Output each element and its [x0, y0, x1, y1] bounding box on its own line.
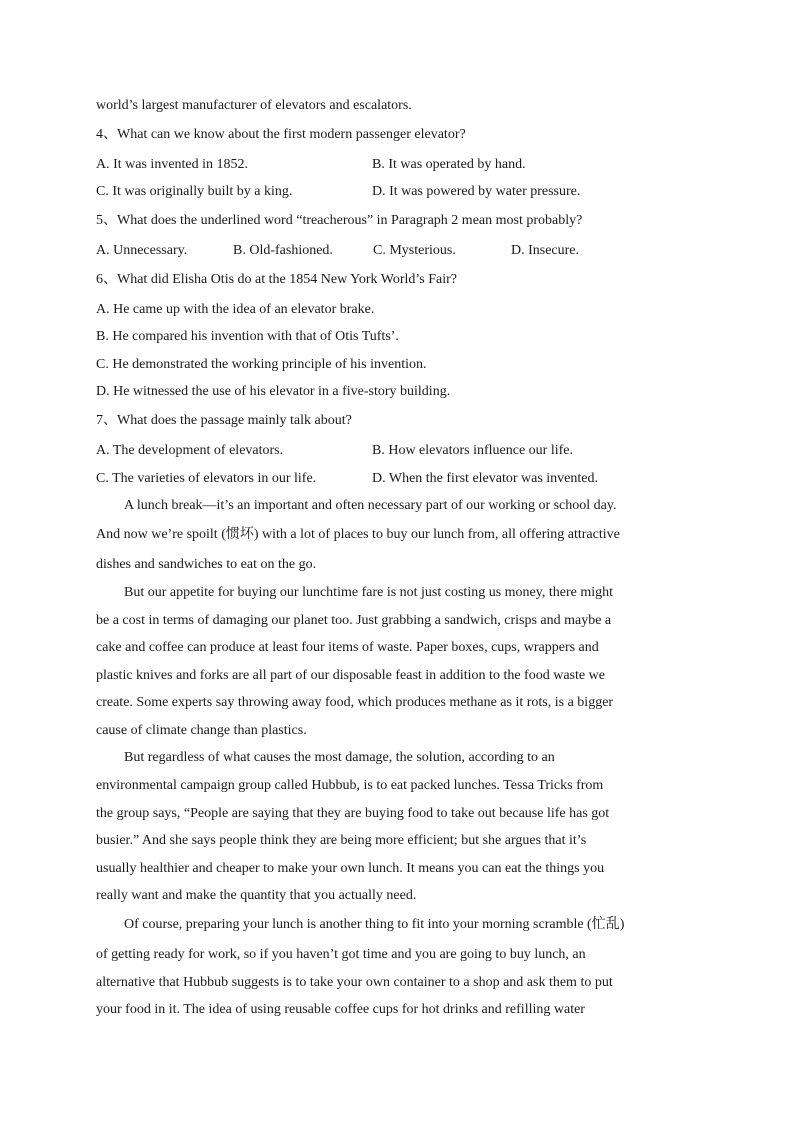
question-stem: 6、What did Elisha Otis do at the 1854 New York World’s Fair? — [96, 272, 458, 287]
option-b: B. Old-fashioned. — [233, 243, 333, 258]
paragraph-line: But regardless of what causes the most damage, the solution, according to an — [124, 750, 555, 765]
option-d: D. It was powered by water pressure. — [372, 184, 581, 199]
paragraph-line: plastic knives and forks are all part of our disposable feast in addition to the food waste we — [96, 668, 605, 683]
option-c: C. The varieties of elevators in our life. — [96, 471, 317, 486]
option-a: A. He came up with the idea of an elevator brake. — [96, 302, 375, 317]
paragraph-line: really want and make the quantity that you actually need. — [96, 888, 417, 903]
option-a: A. Unnecessary. — [96, 243, 188, 258]
paragraph-line: And now we’re spoilt (惯坏) with a lot of places to buy our lunch from, all offering attractive — [96, 527, 620, 542]
paragraph-line: your food in it. The idea of using reusable coffee cups for hot drinks and refilling water — [96, 1002, 585, 1017]
paragraph-line: A lunch break—it’s an important and often necessary part of our working or school day. — [124, 498, 617, 513]
paragraph-line: But our appetite for buying our lunchtime fare is not just costing us money, there might — [124, 585, 614, 600]
paragraph-line: create. Some experts say throwing away food, which produces methane as it rots, is a bigger — [96, 695, 614, 710]
option-d: D. He witnessed the use of his elevator in a five-story building. — [96, 384, 451, 399]
option-c: C. He demonstrated the working principle of his invention. — [96, 357, 427, 372]
paragraph-line: cause of climate change than plastics. — [96, 723, 307, 738]
option-c: C. It was originally built by a king. — [96, 184, 293, 199]
paragraph-line: be a cost in terms of damaging our planet too. Just grabbing a sandwich, crisps and maybe a — [96, 613, 612, 628]
question-stem: 7、What does the passage mainly talk about? — [96, 413, 352, 428]
intro-tail-line: world’s largest manufacturer of elevators and escalators. — [96, 98, 412, 113]
option-a: A. It was invented in 1852. — [96, 157, 249, 172]
option-b: B. It was operated by hand. — [372, 157, 526, 172]
option-b: B. How elevators influence our life. — [372, 443, 573, 458]
paragraph-line: of getting ready for work, so if you haven’t got time and you are going to buy lunch, an — [96, 947, 586, 962]
option-c: C. Mysterious. — [373, 243, 456, 258]
option-d: D. When the first elevator was invented. — [372, 471, 599, 486]
question-stem: 4、What can we know about the first modern passenger elevator? — [96, 127, 466, 142]
paragraph-line: environmental campaign group called Hubbub, is to eat packed lunches. Tessa Tricks from — [96, 778, 604, 793]
paragraph-line: alternative that Hubbub suggests is to take your own container to a shop and ask them to put — [96, 975, 613, 990]
paragraph-line: dishes and sandwiches to eat on the go. — [96, 557, 317, 572]
option-b: B. He compared his invention with that of Otis Tufts’. — [96, 329, 399, 344]
question-stem: 5、What does the underlined word “treacherous” in Paragraph 2 mean most probably? — [96, 213, 583, 228]
paragraph-line: cake and coffee can produce at least four items of waste. Paper boxes, cups, wrappers and — [96, 640, 599, 655]
option-d: D. Insecure. — [511, 243, 580, 258]
paragraph-line: the group says, “People are saying that they are buying food to take out because life has got — [96, 806, 610, 821]
paragraph-line: usually healthier and cheaper to make your own lunch. It means you can eat the things you — [96, 861, 605, 876]
paragraph-line: Of course, preparing your lunch is another thing to fit into your morning scramble (忙乱) — [124, 917, 625, 932]
paragraph-line: busier.” And she says people think they are being more efficient; but she argues that it’s — [96, 833, 587, 848]
option-a: A. The development of elevators. — [96, 443, 284, 458]
